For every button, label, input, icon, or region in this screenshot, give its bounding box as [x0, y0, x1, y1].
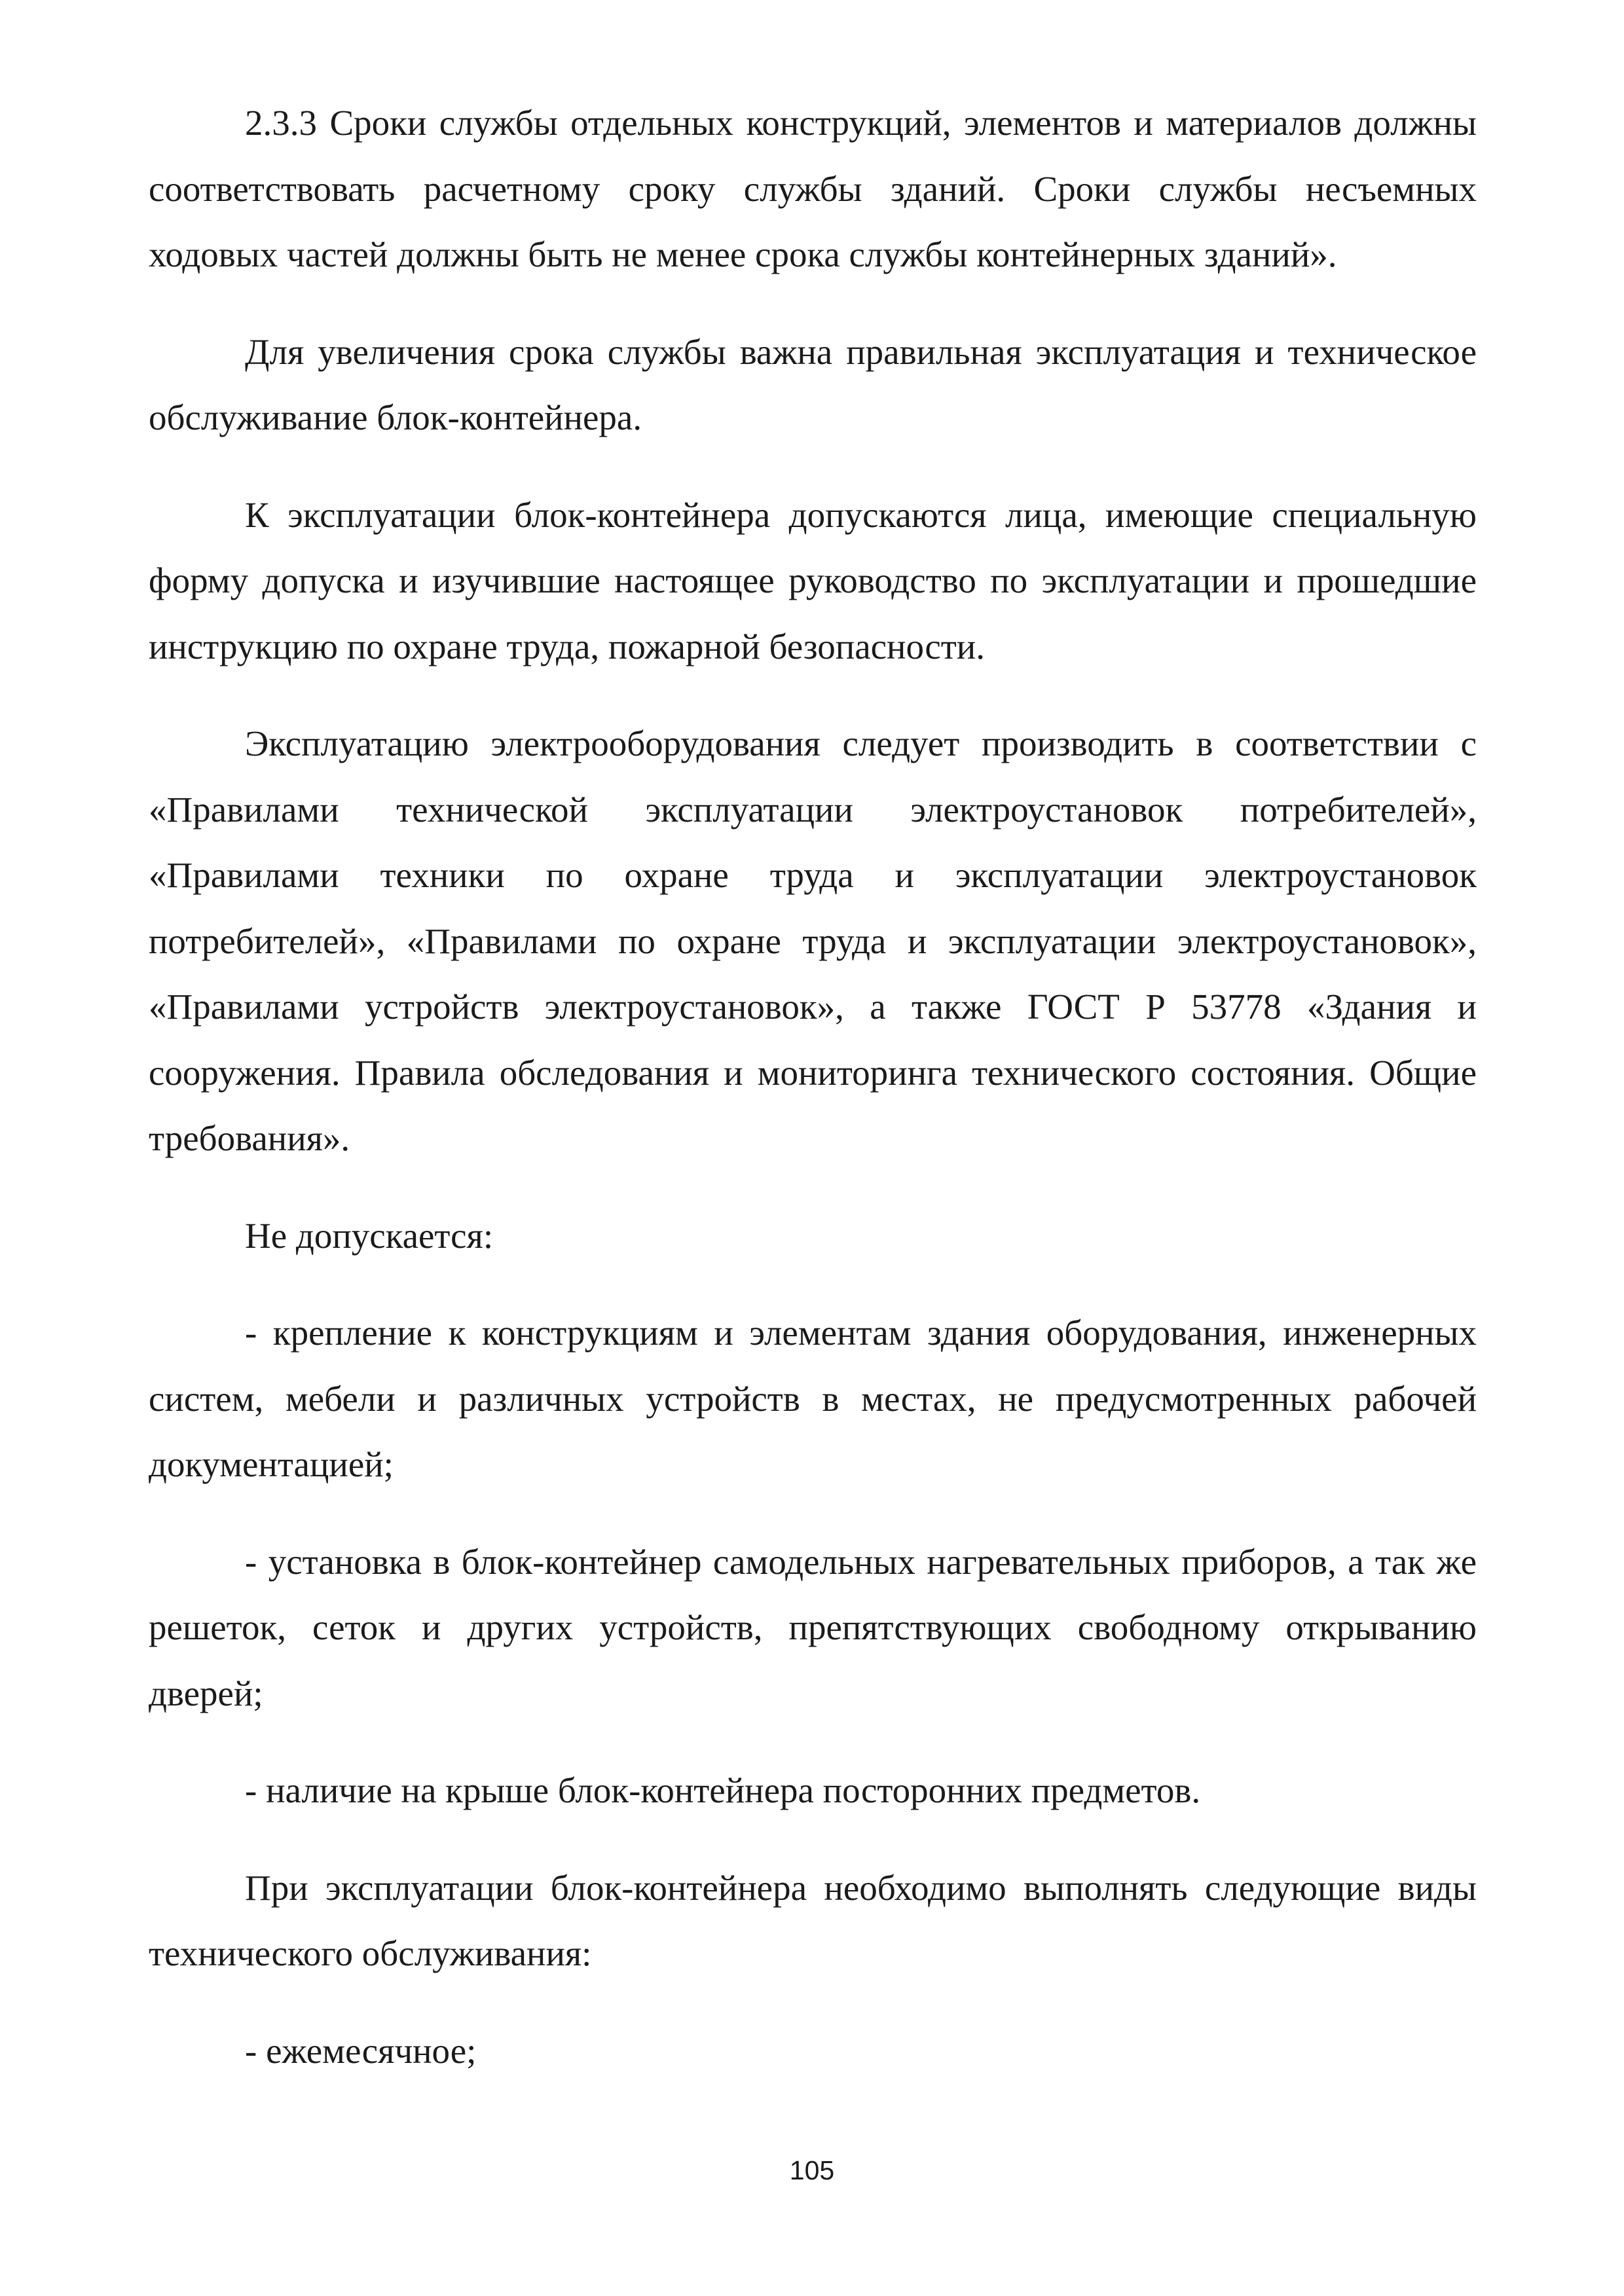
- paragraph-service-types: При эксплуатации блок-контейнера необходимо выполнять следующие виды технического обслуживания:: [149, 1867, 1477, 1973]
- page-number: 105: [789, 2155, 835, 2185]
- document-body: [149, 90, 1477, 2115]
- list-item-heaters: - установка в блок-контейнер самодельных нагревательных приборов, а так же решеток, сеток и других устройств, препятствующих свободному открыванию дверей;: [149, 1541, 1477, 1713]
- paragraph-electrical-rules: Эксплуатацию электрооборудования следует производить в соответствии с «Правилами технической эксплуатации электроустановок потребителей», «Правилами техники по охране труда и эксплуатации электроустановок потребителей», «Правилами по охране труда и эксплуатации электроустановок», «Правилами устройств электроустановок», а также ГОСТ Р 53778 «Здания и сооружения. Правила обследования и мониторинга технического состояния. Общие требования».: [149, 723, 1477, 1158]
- list-item-fastening: - крепление к конструкциям и элементам здания оборудования, инженерных систем, мебели и различных устройств в местах, не предусмотренных рабочей документацией;: [149, 1313, 1477, 1484]
- paragraph-not-allowed: Не допускается:: [245, 1215, 494, 1256]
- paragraph-service-life: 2.3.3 Сроки службы отдельных конструкций, элементов и материалов должны соответствовать расчетному сроку службы зданий. Сроки службы несъемных ходовых частей должны быть не менее срока службы контейнерных зданий».: [149, 103, 1477, 274]
- list-item-monthly: - ежемесячное;: [245, 2030, 477, 2071]
- paragraph-maintenance: Для увеличения срока службы важна правильная эксплуатация и техническое обслуживание блок-контейнера.: [149, 331, 1477, 437]
- paragraph-admission: К эксплуатации блок-контейнера допускаются лица, имеющие специальную форму допуска и изучившие настоящее руководство по эксплуатации и прошедшие инструкцию по охране труда, пожарной безопасности.: [149, 494, 1477, 666]
- list-item-roof-objects: - наличие на крыше блок-контейнера посторонних предметов.: [245, 1770, 1201, 1810]
